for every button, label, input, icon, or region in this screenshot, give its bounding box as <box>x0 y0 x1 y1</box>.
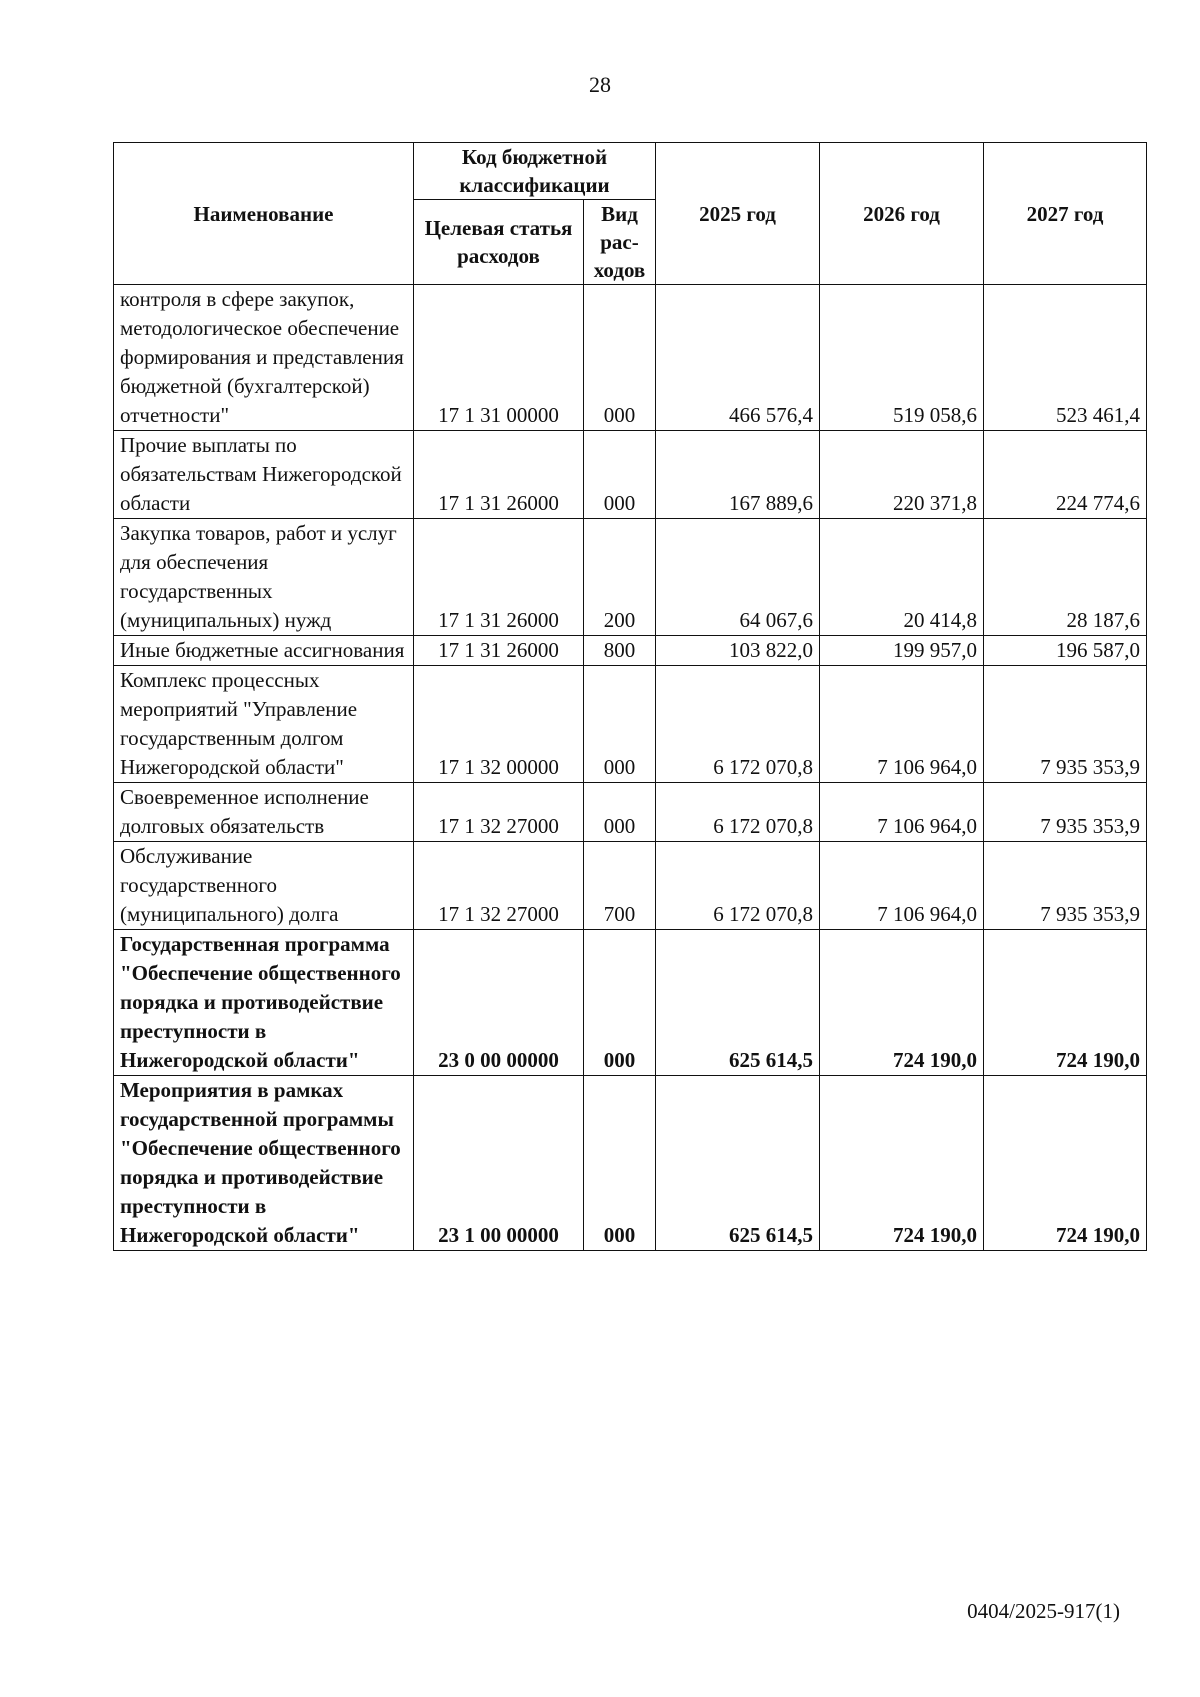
row-target-item-cell: 23 0 00 00000 <box>414 930 584 1076</box>
header-target-item: Целевая статья расходов <box>414 200 584 285</box>
row-name-cell: Прочие выплаты по обязательствам Нижегородской области <box>114 431 414 519</box>
row-kind-cell: 000 <box>584 431 656 519</box>
row-value-2025-cell: 625 614,5 <box>656 930 820 1076</box>
row-value-2026-cell: 519 058,6 <box>820 285 984 431</box>
row-target-item-cell: 17 1 31 00000 <box>414 285 584 431</box>
row-value-2026-cell: 724 190,0 <box>820 1076 984 1251</box>
row-value-2025-cell: 625 614,5 <box>656 1076 820 1251</box>
header-name: Наименование <box>114 143 414 285</box>
table-body <box>114 285 1147 1251</box>
row-value-2025-cell: 167 889,6 <box>656 431 820 519</box>
row-value-2027-cell: 523 461,4 <box>984 285 1147 431</box>
row-target-item-cell: 17 1 31 26000 <box>414 431 584 519</box>
row-value-2026-cell: 724 190,0 <box>820 930 984 1076</box>
header-kind-of-expense: Вид рас-ходов <box>584 200 656 285</box>
row-value-2027-cell: 7 935 353,9 <box>984 666 1147 783</box>
row-target-item-cell: 17 1 32 27000 <box>414 842 584 930</box>
row-value-2027-cell: 724 190,0 <box>984 1076 1147 1251</box>
row-kind-cell: 200 <box>584 519 656 636</box>
page-number: 28 <box>589 72 611 97</box>
row-kind-cell: 700 <box>584 842 656 930</box>
document-code: 0404/2025-917(1) <box>967 1599 1120 1623</box>
row-target-item-cell: 17 1 32 27000 <box>414 783 584 842</box>
header-year-2026: 2026 год <box>820 143 984 285</box>
row-value-2026-cell: 7 106 964,0 <box>820 842 984 930</box>
row-name-cell: Закупка товаров, работ и услуг для обеспечения государственных (муниципальных) нужд <box>114 519 414 636</box>
table-row <box>114 636 1147 666</box>
header-code-group: Код бюджетной классификации <box>414 143 656 200</box>
row-value-2027-cell: 724 190,0 <box>984 930 1147 1076</box>
row-value-2025-cell: 64 067,6 <box>656 519 820 636</box>
row-kind-cell: 000 <box>584 783 656 842</box>
table-row <box>114 431 1147 519</box>
row-value-2027-cell: 7 935 353,9 <box>984 783 1147 842</box>
row-name-cell: Комплекс процессных мероприятий "Управление государственным долгом Нижегородской области" <box>114 666 414 783</box>
row-value-2025-cell: 6 172 070,8 <box>656 666 820 783</box>
row-value-2027-cell: 224 774,6 <box>984 431 1147 519</box>
table-row <box>114 285 1147 431</box>
table-row <box>114 666 1147 783</box>
row-name-cell: Обслуживание государственного (муниципального) долга <box>114 842 414 930</box>
row-kind-cell: 000 <box>584 1076 656 1251</box>
row-value-2026-cell: 20 414,8 <box>820 519 984 636</box>
row-value-2027-cell: 196 587,0 <box>984 636 1147 666</box>
row-value-2025-cell: 103 822,0 <box>656 636 820 666</box>
row-name-cell: Своевременное исполнение долговых обязательств <box>114 783 414 842</box>
row-value-2026-cell: 7 106 964,0 <box>820 783 984 842</box>
row-value-2025-cell: 6 172 070,8 <box>656 842 820 930</box>
row-value-2026-cell: 199 957,0 <box>820 636 984 666</box>
row-name-cell: контроля в сфере закупок, методологическое обеспечение формирования и представления бюджетной (бухгалтерской) отчетности" <box>114 285 414 431</box>
row-name-cell: Иные бюджетные ассигнования <box>114 636 414 666</box>
table-header-row <box>114 143 1147 200</box>
header-year-2027: 2027 год <box>984 143 1147 285</box>
row-name-cell: Государственная программа "Обеспечение общественного порядка и противодействие преступности в Нижегородской области" <box>114 930 414 1076</box>
row-kind-cell: 000 <box>584 930 656 1076</box>
table-row <box>114 930 1147 1076</box>
table-row <box>114 1076 1147 1251</box>
row-target-item-cell: 17 1 32 00000 <box>414 666 584 783</box>
row-kind-cell: 800 <box>584 636 656 666</box>
table-row <box>114 519 1147 636</box>
table-row <box>114 842 1147 930</box>
row-name-cell: Мероприятия в рамках государственной программы "Обеспечение общественного порядка и противодействие преступности в Нижегородской области" <box>114 1076 414 1251</box>
row-value-2026-cell: 220 371,8 <box>820 431 984 519</box>
row-value-2025-cell: 466 576,4 <box>656 285 820 431</box>
table-row <box>114 783 1147 842</box>
header-year-2025: 2025 год <box>656 143 820 285</box>
row-value-2027-cell: 28 187,6 <box>984 519 1147 636</box>
row-value-2026-cell: 7 106 964,0 <box>820 666 984 783</box>
row-kind-cell: 000 <box>584 285 656 431</box>
row-target-item-cell: 17 1 31 26000 <box>414 636 584 666</box>
row-target-item-cell: 17 1 31 26000 <box>414 519 584 636</box>
budget-table <box>113 142 1147 1251</box>
row-target-item-cell: 23 1 00 00000 <box>414 1076 584 1251</box>
row-value-2025-cell: 6 172 070,8 <box>656 783 820 842</box>
row-kind-cell: 000 <box>584 666 656 783</box>
row-value-2027-cell: 7 935 353,9 <box>984 842 1147 930</box>
